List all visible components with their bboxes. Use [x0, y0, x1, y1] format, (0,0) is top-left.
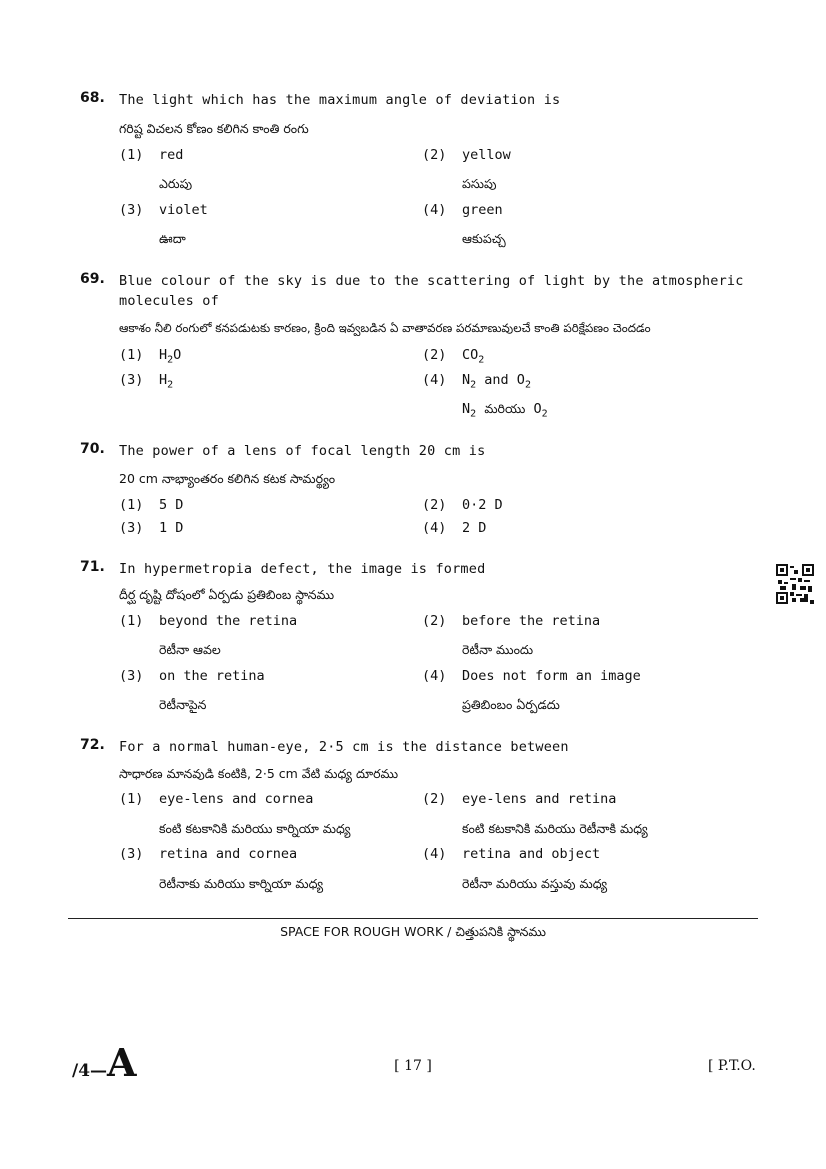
option-text: before the retina	[462, 613, 601, 629]
option-text: beyond the retina	[159, 613, 298, 629]
option-formula: $H_2$	[159, 372, 174, 391]
option-telugu: ఊదా	[159, 231, 186, 246]
question-number: 70.	[80, 441, 105, 457]
option-text: violet	[159, 202, 208, 218]
option-text: 2 D	[462, 520, 487, 536]
option-number: (3)	[119, 372, 144, 388]
question-telugu: దీర్ఘ దృష్టి దోషంలో ఏర్పడు ప్రతిబింబ స్థానము	[119, 587, 335, 602]
option-number: (2)	[422, 147, 447, 163]
option-telugu: రెటీనాపైన	[159, 697, 207, 712]
booklet-code: /4—A	[72, 1040, 137, 1085]
question-number: 68.	[80, 90, 105, 106]
option-number: (1)	[119, 497, 144, 513]
option-text: retina and cornea	[159, 846, 298, 862]
question-number: 72.	[80, 737, 105, 753]
option-number: (4)	[422, 846, 447, 862]
question-text: The power of a lens of focal length 20 cm is	[119, 443, 486, 459]
option-formula-telugu: $N_2$ మరియు $O_2$	[462, 401, 548, 420]
option-text: Does not form an image	[462, 668, 641, 684]
option-telugu: రెటీనా మరియు వస్తువు మధ్య	[462, 876, 608, 891]
option-formula: $CO_2$	[462, 347, 485, 366]
question-telugu: గరిష్ట విచలన కోణం కలిగిన కాంతి రంగు	[119, 121, 309, 136]
option-number: (4)	[422, 372, 447, 388]
question-text: The light which has the maximum angle of deviation is	[119, 92, 561, 108]
option-number: (1)	[119, 347, 144, 363]
question-text: Blue colour of the sky is due to the scattering of light by the atmospheric molecules of	[119, 273, 744, 309]
qr-code-icon	[776, 564, 814, 604]
option-number: (2)	[422, 347, 447, 363]
option-telugu: రెటీనా ఆవల	[159, 642, 221, 657]
option-text: 0·2 D	[462, 497, 503, 513]
option-text: 5 D	[159, 497, 184, 513]
option-text: retina and object	[462, 846, 601, 862]
option-formula: $H_2O$	[159, 347, 182, 366]
option-telugu: పసుపు	[462, 176, 497, 191]
option-number: (2)	[422, 613, 447, 629]
question-number: 69.	[80, 271, 105, 287]
option-formula: $N_2$ and $O_2$	[462, 372, 531, 391]
option-number: (1)	[119, 791, 144, 807]
option-text: green	[462, 202, 503, 218]
option-telugu: కంటి కటకానికి మరియు రెటీనాకి మధ్య	[462, 821, 648, 836]
question-telugu: 20 cm నాభ్యాంతరం కలిగిన కటక సామర్థ్యం	[119, 471, 336, 486]
option-telugu: ఆకుపచ్చ	[462, 231, 506, 246]
option-number: (3)	[119, 202, 144, 218]
option-text: eye-lens and cornea	[159, 791, 314, 807]
rough-work-label: SPACE FOR ROUGH WORK / చిత్తుపనికి స్థానము	[280, 924, 546, 939]
question-text: In hypermetropia defect, the image is formed	[119, 561, 486, 577]
option-number: (4)	[422, 520, 447, 536]
option-number: (2)	[422, 791, 447, 807]
option-number: (3)	[119, 520, 144, 536]
option-telugu: కంటి కటకానికి మరియు కార్నియా మధ్య	[159, 821, 351, 836]
option-number: (4)	[422, 202, 447, 218]
option-number: (1)	[119, 147, 144, 163]
question-number: 71.	[80, 559, 105, 575]
divider	[68, 918, 758, 919]
option-telugu: ప్రతిబింబం ఏర్పడదు	[462, 697, 560, 712]
option-text: red	[159, 147, 184, 163]
page-number: [ 17 ]	[394, 1058, 432, 1074]
option-number: (4)	[422, 668, 447, 684]
option-telugu: రెటీనా ముందు	[462, 642, 534, 657]
option-number: (3)	[119, 846, 144, 862]
question-telugu: సాధారణ మానవుడి కంటికి, 2·5 cm వేటి మధ్య దూరము	[119, 766, 399, 781]
option-number: (3)	[119, 668, 144, 684]
option-telugu: ఎరుపు	[159, 176, 193, 191]
option-number: (1)	[119, 613, 144, 629]
option-number: (2)	[422, 497, 447, 513]
option-text: eye-lens and retina	[462, 791, 617, 807]
option-text: yellow	[462, 147, 511, 163]
pto-label: [ P.T.O.	[708, 1058, 756, 1074]
question-telugu: ఆకాశం నీలి రంగులో కనపడుటకు కారణం, క్రింది ఇవ్వబడిన ఏ వాతావరణ పరమాణువులచే కాంతి పరిక్షేపణం చెందడం	[119, 321, 651, 335]
option-text: on the retina	[159, 668, 265, 684]
question-text: For a normal human-eye, 2·5 cm is the distance between	[119, 739, 569, 755]
option-text: 1 D	[159, 520, 184, 536]
option-telugu: రెటీనాకు మరియు కార్నియా మధ్య	[159, 876, 324, 891]
